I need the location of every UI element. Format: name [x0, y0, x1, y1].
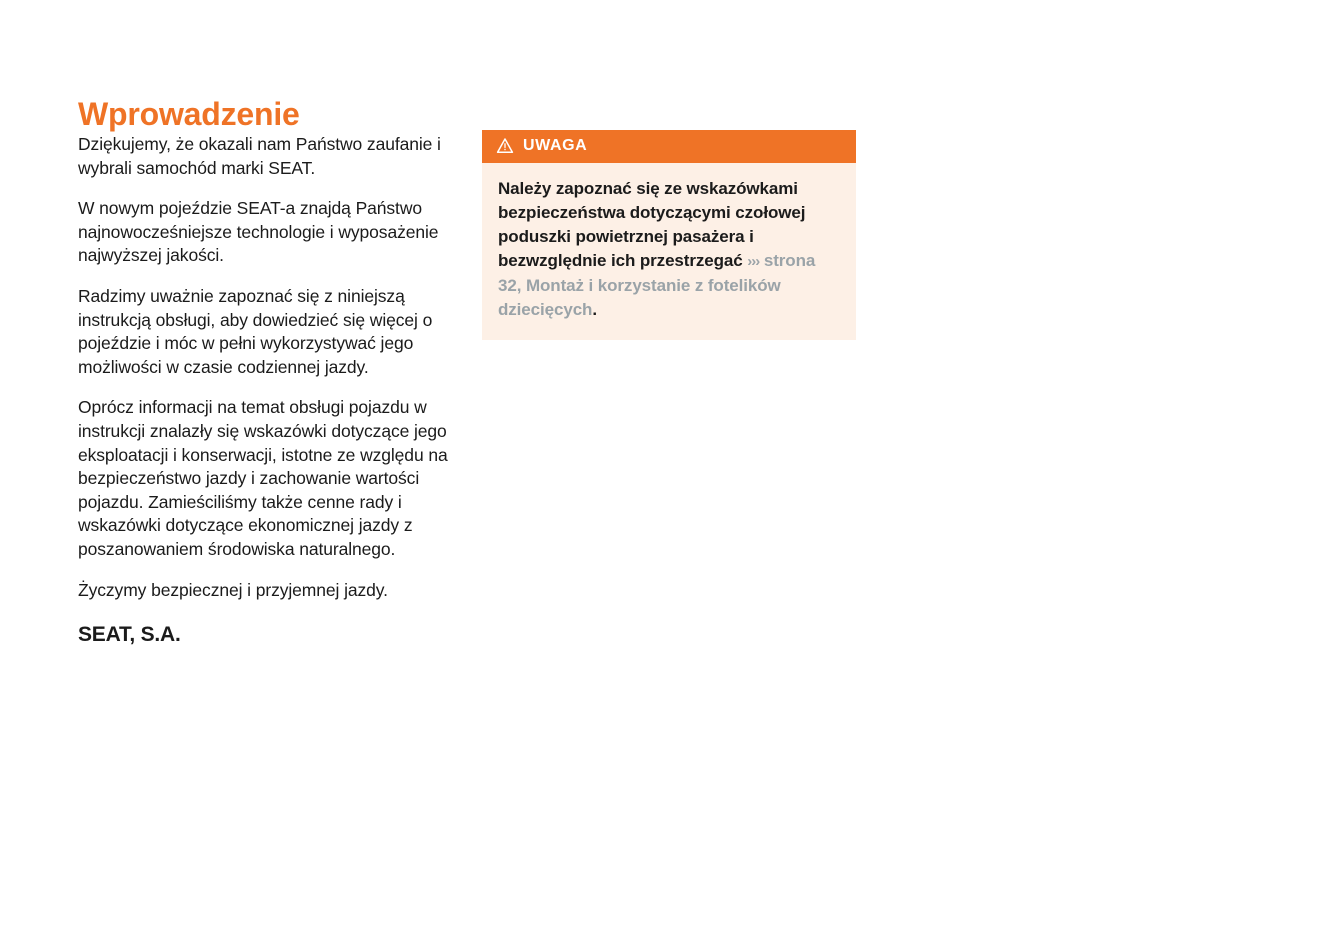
- paragraph-3: Radzimy uważnie zapoznać się z niniejszą instrukcją obsługi, aby dowiedzieć się więcej o pojeździe i móc w pełni wykorzystywać jego możliwości w czasie codziennej jazdy.: [78, 285, 433, 377]
- notice-main-text: Należy zapoznać się ze wskazówkami bezpieczeństwa dotyczącymi czołowej poduszki powietrznej pasażera i bezwzględnie ich przestrzegać: [498, 179, 806, 270]
- notice-period: .: [592, 300, 597, 319]
- page-title: Wprowadzenie: [78, 96, 300, 133]
- paragraph-5: Życzymy bezpiecznej i przyjemnej jazdy.: [78, 579, 388, 600]
- notice-body: [482, 163, 856, 340]
- cross-reference-link[interactable]: strona 32, Montaż i korzystanie z fotelików dziecięcych: [498, 251, 816, 319]
- paragraph-1: Dziękujemy, że okazali nam Państwo zaufanie i wybrali samochód marki SEAT.: [78, 134, 441, 178]
- notice-title: UWAGA: [523, 137, 588, 154]
- cross-reference-chevrons-icon: ›››: [747, 253, 760, 270]
- notice-header: [482, 130, 856, 163]
- notice-column: [482, 130, 856, 340]
- intro-text-column: [78, 133, 456, 647]
- signature: SEAT, S.A.: [78, 623, 181, 647]
- paragraph-4: Oprócz informacji na temat obsługi pojazdu w instrukcji znalazły się wskazówki dotyczące jego eksploatacji i konserwacji, istotne ze względu na bezpieczeństwo jazdy i zachowanie wartości pojazdu. Zamieściliśmy także cenne rady i wskazówki dotyczące ekonomicznej jazdy z poszanowaniem środowiska naturalnego.: [78, 397, 448, 559]
- warning-notice-box: [482, 130, 856, 340]
- paragraph-2: W nowym pojeździe SEAT-a znajdą Państwo najnowocześniejsze technologie i wyposażenie najwyższej jakości.: [78, 198, 439, 266]
- warning-triangle-icon: [496, 137, 514, 155]
